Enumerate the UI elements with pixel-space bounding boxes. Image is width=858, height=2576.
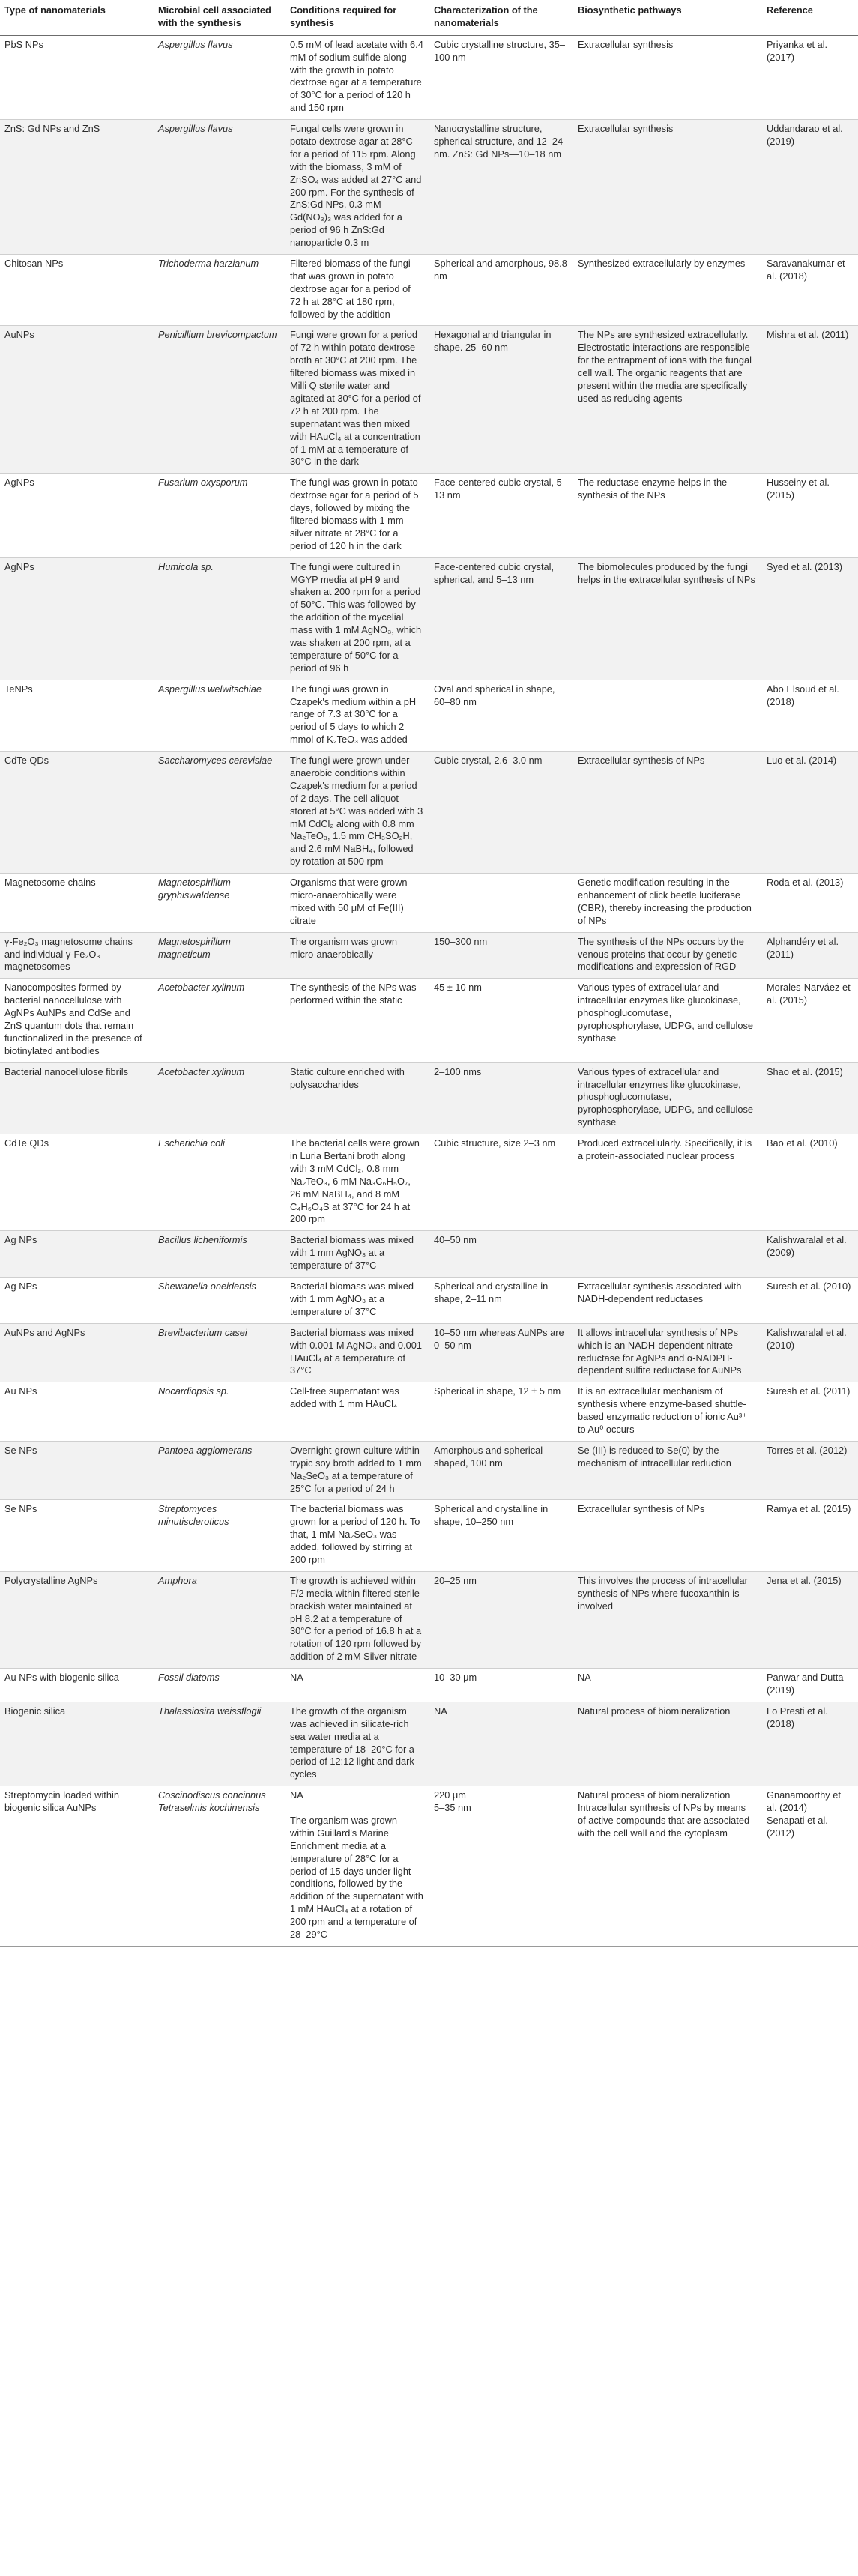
- table-row: [0, 1278, 858, 1324]
- table-row: [0, 1500, 858, 1571]
- cell-organism: Magnetospirillum magneticum: [154, 932, 286, 979]
- cell-pathway: The biomolecules produced by the fungi helps in the extracellular synthesis of NPs: [573, 557, 762, 680]
- cell-conditions: Static culture enriched with polysaccharides: [286, 1062, 429, 1134]
- cell-conditions: The organism was grown micro-anaerobically: [286, 932, 429, 979]
- cell-characterization: Amorphous and spherical shaped, 100 nm: [429, 1441, 573, 1500]
- cell-pathway: Extracellular synthesis: [573, 35, 762, 119]
- table-row: [0, 1669, 858, 1702]
- cell-characterization: Face-centered cubic crystal, 5–13 nm: [429, 474, 573, 557]
- cell-characterization: Cubic structure, size 2–3 nm: [429, 1134, 573, 1231]
- cell-organism: Fusarium oxysporum: [154, 474, 286, 557]
- cell-characterization: 10–50 nm whereas AuNPs are 0–50 nm: [429, 1323, 573, 1382]
- cell-reference: Alphandéry et al. (2011): [762, 932, 858, 979]
- cell-pathway: The reductase enzyme helps in the synthesis of the NPs: [573, 474, 762, 557]
- cell-characterization: Spherical and amorphous, 98.8 nm: [429, 255, 573, 326]
- table-row: [0, 1062, 858, 1134]
- cell-reference: Shao et al. (2015): [762, 1062, 858, 1134]
- cell-organism: Aspergillus flavus: [154, 35, 286, 119]
- cell-characterization: Spherical and crystalline in shape, 10–250 nm: [429, 1500, 573, 1571]
- cell-reference: Priyanka et al. (2017): [762, 35, 858, 119]
- cell-pathway: Extracellular synthesis: [573, 120, 762, 255]
- cell-reference: Ramya et al. (2015): [762, 1500, 858, 1571]
- header-reference: Reference: [762, 0, 858, 35]
- cell-organism: Humicola sp.: [154, 557, 286, 680]
- cell-type: γ-Fe₂O₃ magnetosome chains and individual γ-Fe₂O₃ magnetosomes: [0, 932, 154, 979]
- cell-organism: Bacillus licheniformis: [154, 1231, 286, 1278]
- cell-reference: Husseiny et al. (2015): [762, 474, 858, 557]
- cell-conditions: Cell-free supernatant was added with 1 mm HAuCl₄: [286, 1382, 429, 1442]
- cell-organism: Saccharomyces cerevisiae: [154, 752, 286, 874]
- cell-reference: Torres et al. (2012): [762, 1441, 858, 1500]
- cell-characterization: 150–300 nm: [429, 932, 573, 979]
- cell-pathway: Extracellular synthesis of NPs: [573, 752, 762, 874]
- cell-characterization: 20–25 nm: [429, 1571, 573, 1668]
- cell-type: Ag NPs: [0, 1278, 154, 1324]
- cell-conditions: Organisms that were grown micro-anaerobically were mixed with 50 μM of Fe(III) citrate: [286, 874, 429, 933]
- cell-conditions: Fungal cells were grown in potato dextrose agar at 28°C for a period of 115 rpm. Along with the biomass, 3 mM of ZnSO₄ was added at 27°C and 200 rpm. For the synthesis of ZnS:Gd NPs, 0.3 mM Gd(NO₃)₃ was added for a period of 96 h ZnS:Gd nanoparticle 0.3 m: [286, 120, 429, 255]
- cell-conditions: Bacterial biomass was mixed with 1 mm AgNO₃ at a temperature of 37°C: [286, 1278, 429, 1324]
- cell-organism: Thalassiosira weissflogii: [154, 1702, 286, 1786]
- table-header: [0, 0, 858, 35]
- table-row: [0, 120, 858, 255]
- cell-type: AuNPs and AgNPs: [0, 1323, 154, 1382]
- cell-conditions: NA: [286, 1669, 429, 1702]
- table-row: [0, 474, 858, 557]
- table-row: [0, 1571, 858, 1668]
- cell-organism: Brevibacterium casei: [154, 1323, 286, 1382]
- cell-pathway: [573, 680, 762, 751]
- header-type: Type of nanomaterials: [0, 0, 154, 35]
- cell-reference: Roda et al. (2013): [762, 874, 858, 933]
- cell-organism: Coscinodiscus concinnus Tetraselmis kochinensis: [154, 1786, 286, 1947]
- cell-organism: Trichoderma harzianum: [154, 255, 286, 326]
- table-row: [0, 326, 858, 474]
- cell-conditions: The fungi was grown in potato dextrose agar for a period of 5 days, followed by mixing the filtered biomass with 1 mm silver nitrate at 28°C for a period of 120 h in the dark: [286, 474, 429, 557]
- cell-reference: Saravanakumar et al. (2018): [762, 255, 858, 326]
- cell-reference: Mishra et al. (2011): [762, 326, 858, 474]
- header-pathway: Biosynthetic pathways: [573, 0, 762, 35]
- cell-type: Nanocomposites formed by bacterial nanocellulose with AgNPs AuNPs and CdSe and ZnS quantum dots that remain functionalized in the presence of biotinylated antibodies: [0, 979, 154, 1062]
- cell-organism: Acetobacter xylinum: [154, 1062, 286, 1134]
- cell-pathway: The synthesis of the NPs occurs by the venous proteins that occur by genetic modifications and expression of RGD: [573, 932, 762, 979]
- cell-type: CdTe QDs: [0, 752, 154, 874]
- cell-conditions: The synthesis of the NPs was performed within the static: [286, 979, 429, 1062]
- cell-pathway: Extracellular synthesis associated with NADH-dependent reductases: [573, 1278, 762, 1324]
- cell-conditions: The bacterial cells were grown in Luria Bertani broth along with 3 mM CdCl₂, 0.8 mm Na₂TeO₃, 6 mM Na₃C₆H₅O₇, 26 mM NaBH₄, and 8 mM C₄H₆O₄S at 37°C for 24 h at 200 rpm: [286, 1134, 429, 1231]
- cell-reference: Syed et al. (2013): [762, 557, 858, 680]
- table-row: [0, 1323, 858, 1382]
- cell-reference: Panwar and Dutta (2019): [762, 1669, 858, 1702]
- cell-organism: Aspergillus flavus: [154, 120, 286, 255]
- cell-pathway: Natural process of biomineralization Intracellular synthesis of NPs by means of active compounds that are associated with the cell wall and the cytoplasm: [573, 1786, 762, 1947]
- cell-reference: Bao et al. (2010): [762, 1134, 858, 1231]
- table-row: [0, 752, 858, 874]
- cell-reference: Kalishwaralal et al. (2010): [762, 1323, 858, 1382]
- cell-conditions: Overnight-grown culture within trypic soy broth added to 1 mm Na₂SeO₃ at a temperature of 25°C for a period of 24 h: [286, 1441, 429, 1500]
- cell-reference: Lo Presti et al. (2018): [762, 1702, 858, 1786]
- cell-reference: Kalishwaralal et al. (2009): [762, 1231, 858, 1278]
- cell-type: ZnS: Gd NPs and ZnS: [0, 120, 154, 255]
- cell-organism: Acetobacter xylinum: [154, 979, 286, 1062]
- cell-characterization: Spherical and crystalline in shape, 2–11 nm: [429, 1278, 573, 1324]
- header-organism: Microbial cell associated with the synthesis: [154, 0, 286, 35]
- table-row: [0, 1786, 858, 1947]
- cell-type: Se NPs: [0, 1500, 154, 1571]
- cell-type: Ag NPs: [0, 1231, 154, 1278]
- cell-characterization: 40–50 nm: [429, 1231, 573, 1278]
- cell-conditions: Fungi were grown for a period of 72 h within potato dextrose broth at 30°C at 200 rpm. The filtered biomass was mixed in Milli Q sterile water and agitated at 30°C for a period of 72 h at 200 rpm. The supernatant was then mixed with HAuCl₄ at a concentration of 1 mM at a temperature of 30°C in the dark: [286, 326, 429, 474]
- cell-type: PbS NPs: [0, 35, 154, 119]
- cell-reference: Abo Elsoud et al. (2018): [762, 680, 858, 751]
- cell-organism: Streptomyces minutiscleroticus: [154, 1500, 286, 1571]
- cell-pathway: Natural process of biomineralization: [573, 1702, 762, 1786]
- cell-conditions: Bacterial biomass was mixed with 0.001 M AgNO₃ and 0.001 HAuCl₄ at a temperature of 37°C: [286, 1323, 429, 1382]
- cell-conditions: The fungi were cultured in MGYP media at pH 9 and shaken at 200 rpm for a period of 50°C. This was followed by the addition of the mycelial mass with 1 mM AgNO₃, which was shaken at 200 rpm, at a temperature of 50°C for a period of 96 h: [286, 557, 429, 680]
- cell-characterization: 45 ± 10 nm: [429, 979, 573, 1062]
- cell-type: Bacterial nanocellulose fibrils: [0, 1062, 154, 1134]
- cell-conditions: The bacterial biomass was grown for a period of 120 h. To that, 1 mM Na₂SeO₃ was added, followed by stirring at 200 rpm: [286, 1500, 429, 1571]
- cell-conditions: 0.5 mM of lead acetate with 6.4 mM of sodium sulfide along with the growth in potato dextrose agar at a temperature of 30°C for a period of 120 h and 150 rpm: [286, 35, 429, 119]
- cell-type: Au NPs with biogenic silica: [0, 1669, 154, 1702]
- table-row: [0, 1702, 858, 1786]
- cell-organism: Fossil diatoms: [154, 1669, 286, 1702]
- table-row: [0, 1231, 858, 1278]
- cell-conditions: The fungi were grown under anaerobic conditions within Czapek's medium for a period of 2 days. The cell aliquot stored at 5°C was added with 3 mM CdCl₂ along with 0.8 mm Na₂TeO₃, 1.5 mm CH₃SO₂H, and 2.6 mM NaBH₄, followed by rotation at 500 rpm: [286, 752, 429, 874]
- cell-organism: Pantoea agglomerans: [154, 1441, 286, 1500]
- cell-conditions: The fungi was grown in Czapek's medium within a pH range of 7.3 at 30°C for a period of 5 days to which 2 mmol of K₂TeO₃ was added: [286, 680, 429, 751]
- cell-pathway: [573, 1231, 762, 1278]
- table-row: [0, 932, 858, 979]
- cell-pathway: Se (III) is reduced to Se(0) by the mechanism of intracellular reduction: [573, 1441, 762, 1500]
- cell-reference: Luo et al. (2014): [762, 752, 858, 874]
- cell-type: AuNPs: [0, 326, 154, 474]
- cell-reference: Suresh et al. (2010): [762, 1278, 858, 1324]
- table-row: [0, 1382, 858, 1442]
- cell-type: AgNPs: [0, 474, 154, 557]
- cell-type: Chitosan NPs: [0, 255, 154, 326]
- table-row: [0, 35, 858, 119]
- cell-organism: Nocardiopsis sp.: [154, 1382, 286, 1442]
- table-row: [0, 255, 858, 326]
- cell-conditions: Filtered biomass of the fungi that was grown in potato dextrose agar for a period of 72 h at 28°C at 180 rpm, followed by the addition: [286, 255, 429, 326]
- cell-characterization: NA: [429, 1702, 573, 1786]
- cell-characterization: Spherical in shape, 12 ± 5 nm: [429, 1382, 573, 1442]
- cell-pathway: The NPs are synthesized extracellularly. Electrostatic interactions are responsible for the entrapment of ions with the fungal cell wall. The organic reagents that are present within the media are specifically used as reducing agents: [573, 326, 762, 474]
- header-characterization: Characterization of the nanomaterials: [429, 0, 573, 35]
- cell-pathway: Produced extracellularly. Specifically, it is a protein-associated nuclear process: [573, 1134, 762, 1231]
- cell-pathway: Extracellular synthesis of NPs: [573, 1500, 762, 1571]
- cell-type: AgNPs: [0, 557, 154, 680]
- cell-conditions: NA The organism was grown within Guillard's Marine Enrichment media at a temperature of 28°C for a period of 15 days under light conditions, followed by the addition of the supernatant with 1 mM HAuCl₄ at a rotation of 200 rpm and a temperature of 28–29°C: [286, 1786, 429, 1947]
- header-conditions: Conditions required for synthesis: [286, 0, 429, 35]
- cell-conditions: The growth of the organism was achieved in silicate-rich sea water media at a temperature of 18–20°C for a period of 12:12 light and dark cycles: [286, 1702, 429, 1786]
- cell-pathway: It is an extracellular mechanism of synthesis where enzyme-based shuttle-based enzymatic reduction of ionic Au³⁺ to Au⁰ occurs: [573, 1382, 762, 1442]
- cell-characterization: Hexagonal and triangular in shape. 25–60 nm: [429, 326, 573, 474]
- cell-characterization: 220 μm 5–35 nm: [429, 1786, 573, 1947]
- cell-characterization: Oval and spherical in shape, 60–80 nm: [429, 680, 573, 751]
- cell-reference: Suresh et al. (2011): [762, 1382, 858, 1442]
- cell-type: Biogenic silica: [0, 1702, 154, 1786]
- cell-reference: Uddandarao et al. (2019): [762, 120, 858, 255]
- cell-type: Se NPs: [0, 1441, 154, 1500]
- table-row: [0, 979, 858, 1062]
- table-row: [0, 1134, 858, 1231]
- cell-conditions: Bacterial biomass was mixed with 1 mm AgNO₃ at a temperature of 37°C: [286, 1231, 429, 1278]
- table-row: [0, 680, 858, 751]
- table-row: [0, 557, 858, 680]
- cell-reference: Jena et al. (2015): [762, 1571, 858, 1668]
- cell-reference: Gnanamoorthy et al. (2014) Senapati et al. (2012): [762, 1786, 858, 1947]
- cell-conditions: The growth is achieved within F/2 media within filtered sterile brackish water maintained at pH 8.2 at a temperature of 30°C for a period of 16.8 h at a rotation of 120 rpm followed by addition of 2 mM Silver nitrate: [286, 1571, 429, 1668]
- cell-pathway: NA: [573, 1669, 762, 1702]
- cell-characterization: 10–30 μm: [429, 1669, 573, 1702]
- cell-type: Streptomycin loaded within biogenic silica AuNPs: [0, 1786, 154, 1947]
- header-row: [0, 0, 858, 35]
- cell-characterization: 2–100 nms: [429, 1062, 573, 1134]
- cell-type: Magnetosome chains: [0, 874, 154, 933]
- cell-pathway: Various types of extracellular and intracellular enzymes like glucokinase, phosphoglucomutase, pyrophosphorylase, UDPG, and cellulose synthase: [573, 1062, 762, 1134]
- cell-organism: Amphora: [154, 1571, 286, 1668]
- table-row: [0, 1441, 858, 1500]
- cell-pathway: Genetic modification resulting in the enhancement of click beetle luciferase (CBR), thereby increasing the production of NPs: [573, 874, 762, 933]
- cell-characterization: Cubic crystal, 2.6–3.0 nm: [429, 752, 573, 874]
- cell-organism: Penicillium brevicompactum: [154, 326, 286, 474]
- cell-organism: Magnetospirillum gryphiswaldense: [154, 874, 286, 933]
- cell-type: CdTe QDs: [0, 1134, 154, 1231]
- cell-characterization: Cubic crystalline structure, 35–100 nm: [429, 35, 573, 119]
- cell-pathway: This involves the process of intracellular synthesis of NPs where fucoxanthin is involved: [573, 1571, 762, 1668]
- table-row: [0, 874, 858, 933]
- cell-reference: Morales-Narváez et al. (2015): [762, 979, 858, 1062]
- cell-pathway: It allows intracellular synthesis of NPs which is an NADH-dependent nitrate reductase for AgNPs and α-NADPH-dependent sulfite reductase for AuNPs: [573, 1323, 762, 1382]
- cell-type: Polycrystalline AgNPs: [0, 1571, 154, 1668]
- cell-pathway: Various types of extracellular and intracellular enzymes like glucokinase, phosphoglucomutase, pyrophosphorylase, UDPG, and cellulose synthase: [573, 979, 762, 1062]
- cell-organism: Shewanella oneidensis: [154, 1278, 286, 1324]
- cell-organism: Escherichia coli: [154, 1134, 286, 1231]
- cell-characterization: —: [429, 874, 573, 933]
- cell-pathway: Synthesized extracellularly by enzymes: [573, 255, 762, 326]
- table-body: [0, 35, 858, 1946]
- cell-organism: Aspergillus welwitschiae: [154, 680, 286, 751]
- cell-characterization: Nanocrystalline structure, spherical structure, and 12–24 nm. ZnS: Gd NPs—10–18 nm: [429, 120, 573, 255]
- cell-type: Au NPs: [0, 1382, 154, 1442]
- cell-type: TeNPs: [0, 680, 154, 751]
- cell-characterization: Face-centered cubic crystal, spherical, and 5–13 nm: [429, 557, 573, 680]
